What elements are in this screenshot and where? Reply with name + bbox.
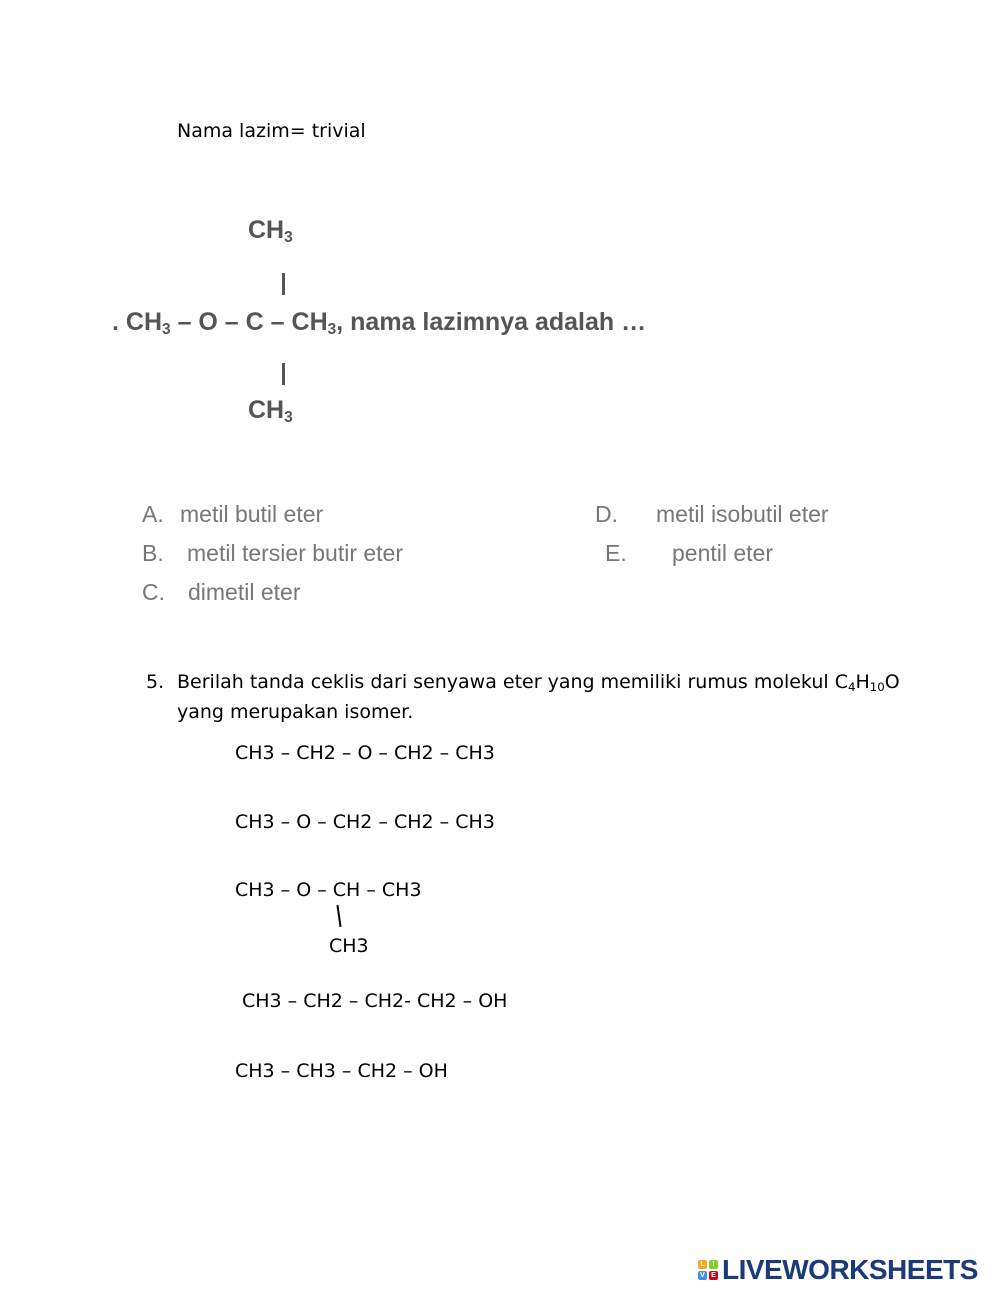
option-e[interactable] — [605, 540, 773, 567]
option-b-letter: B. — [142, 540, 164, 566]
main-chain: . $CH_3$ – O – C – $CH_3$, nama lazimnya adalah … — [112, 308, 647, 338]
logo-mark-icon: L I V E — [698, 1260, 718, 1280]
option-d-letter: D. — [595, 501, 618, 527]
question-5-line-1: Berilah tanda ceklis dari senyawa eter yang memiliki rumus molekul $C_4H_{10}O$ — [177, 671, 900, 694]
bottom-bond — [282, 363, 285, 385]
formula-choice-3-branch: CH3 — [329, 935, 369, 957]
top-bond — [282, 273, 285, 295]
logo-text: LIVEWORKSHEETS — [722, 1254, 978, 1285]
bottom-methyl-group: $CH_3$ — [248, 396, 293, 426]
option-a-text: metil butil eter — [180, 501, 324, 527]
option-b-text: metil tersier butir eter — [187, 540, 404, 566]
top-methyl-group: $CH_3$ — [248, 216, 293, 246]
structure-image — [112, 206, 732, 438]
option-d-text: metil isobutil eter — [656, 501, 829, 527]
formula-choice-3[interactable]: CH3 – O – CH – CH3 — [235, 879, 422, 901]
formula-choice-2[interactable]: CH3 – O – CH2 – CH2 – CH3 — [235, 811, 495, 833]
formula-choice-5[interactable]: CH3 – CH3 – CH2 – OH — [235, 1060, 448, 1082]
option-c[interactable] — [142, 579, 300, 606]
option-b[interactable] — [142, 540, 403, 567]
liveworksheets-logo[interactable] — [698, 1255, 978, 1285]
formula-choice-1[interactable]: CH3 – CH2 – O – CH2 – CH3 — [235, 742, 495, 764]
option-a-letter: A. — [142, 501, 164, 527]
option-c-letter: C. — [142, 579, 165, 605]
option-e-letter: E. — [605, 540, 627, 566]
option-d[interactable] — [595, 501, 829, 528]
page-heading: Nama lazim= trivial — [177, 120, 366, 142]
question-5-line-2: yang merupakan isomer. — [177, 701, 414, 723]
option-c-text: dimetil eter — [188, 579, 301, 605]
option-a[interactable] — [142, 501, 323, 528]
question-5-number: 5. — [146, 671, 165, 693]
branch-bond — [336, 905, 341, 927]
option-e-text: pentil eter — [672, 540, 774, 566]
formula-choice-4[interactable]: CH3 – CH2 – CH2- CH2 – OH — [242, 990, 508, 1012]
